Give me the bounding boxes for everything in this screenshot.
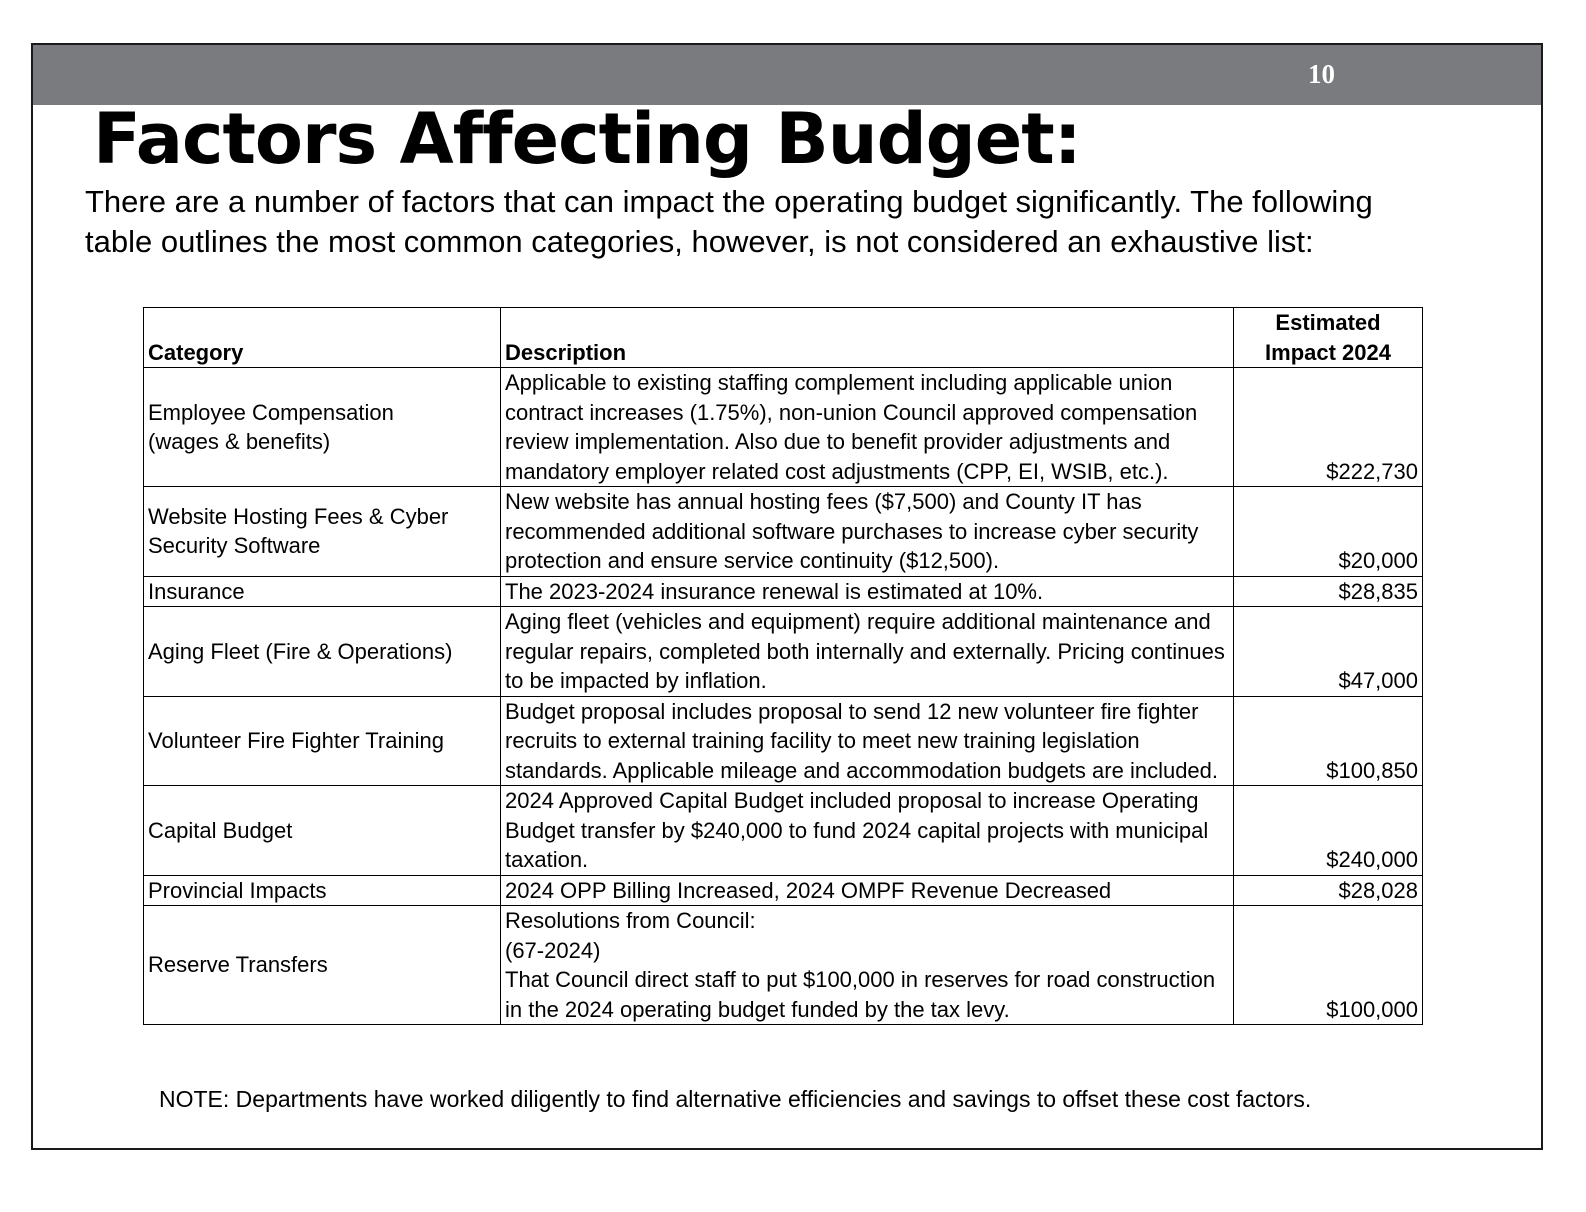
impact-cell: $222,730 — [1234, 368, 1423, 487]
category-cell: Employee Compensation (wages & benefits) — [144, 368, 501, 487]
table-header-row — [144, 308, 1423, 368]
page-number: 10 — [1308, 59, 1335, 89]
description-cell: 2024 Approved Capital Budget included proposal to increase Operating Budget transfer by $240,000 to fund 2024 capital projects with municipal taxation. — [501, 786, 1234, 876]
category-cell: Provincial Impacts — [144, 875, 501, 906]
table-row — [144, 576, 1423, 607]
category-cell: Website Hosting Fees & Cyber Security Software — [144, 487, 501, 577]
table-row — [144, 906, 1423, 1025]
table-row — [144, 487, 1423, 577]
description-cell: Resolutions from Council: (67-2024) That Council direct staff to put $100,000 in reserves for road construction in the 2024 operating budget funded by the tax levy. — [501, 906, 1234, 1025]
category-cell: Aging Fleet (Fire & Operations) — [144, 607, 501, 697]
header-impact: Estimated Impact 2024 — [1234, 308, 1423, 368]
description-cell: Budget proposal includes proposal to send 12 new volunteer fire fighter recruits to external training facility to meet new training legislation standards. Applicable mileage and accommodation budgets are included. — [501, 696, 1234, 786]
footer-note: NOTE: Departments have worked diligently to find alternative efficiencies and savings to offset these cost factors. — [159, 1086, 1312, 1112]
budget-factors-table — [143, 307, 1423, 1025]
description-cell: The 2023-2024 insurance renewal is estimated at 10%. — [501, 576, 1234, 607]
table-row — [144, 607, 1423, 697]
impact-cell: $100,850 — [1234, 696, 1423, 786]
slide — [31, 43, 1543, 1150]
category-cell: Reserve Transfers — [144, 906, 501, 1025]
header-description: Description — [501, 308, 1234, 368]
impact-cell: $100,000 — [1234, 906, 1423, 1025]
description-cell: Aging fleet (vehicles and equipment) require additional maintenance and regular repairs, completed both internally and externally. Pricing continues to be impacted by inflation. — [501, 607, 1234, 697]
slide-title: Factors Affecting Budget: — [93, 98, 1081, 180]
header-bar — [33, 45, 1541, 105]
intro-paragraph: There are a number of factors that can impact the operating budget significantly. The following table outlines the most common categories, however, is not considered an exhaustive list: — [85, 184, 1373, 259]
description-cell: Applicable to existing staffing complement including applicable union contract increases (1.75%), non-union Council approved compensation review implementation. Also due to benefit provider adjustments and mandatory employer related cost adjustments (CPP, EI, WSIB, etc.). — [501, 368, 1234, 487]
category-cell: Volunteer Fire Fighter Training — [144, 696, 501, 786]
table-row — [144, 786, 1423, 876]
category-cell: Capital Budget — [144, 786, 501, 876]
table-row — [144, 696, 1423, 786]
description-cell: 2024 OPP Billing Increased, 2024 OMPF Revenue Decreased — [501, 875, 1234, 906]
impact-cell: $28,028 — [1234, 875, 1423, 906]
impact-cell: $240,000 — [1234, 786, 1423, 876]
table-row — [144, 875, 1423, 906]
table-row — [144, 368, 1423, 487]
impact-cell: $28,835 — [1234, 576, 1423, 607]
description-cell: New website has annual hosting fees ($7,500) and County IT has recommended additional software purchases to increase cyber security protection and ensure service continuity ($12,500). — [501, 487, 1234, 577]
category-cell: Insurance — [144, 576, 501, 607]
header-category: Category — [144, 308, 501, 368]
impact-cell: $20,000 — [1234, 487, 1423, 577]
impact-cell: $47,000 — [1234, 607, 1423, 697]
